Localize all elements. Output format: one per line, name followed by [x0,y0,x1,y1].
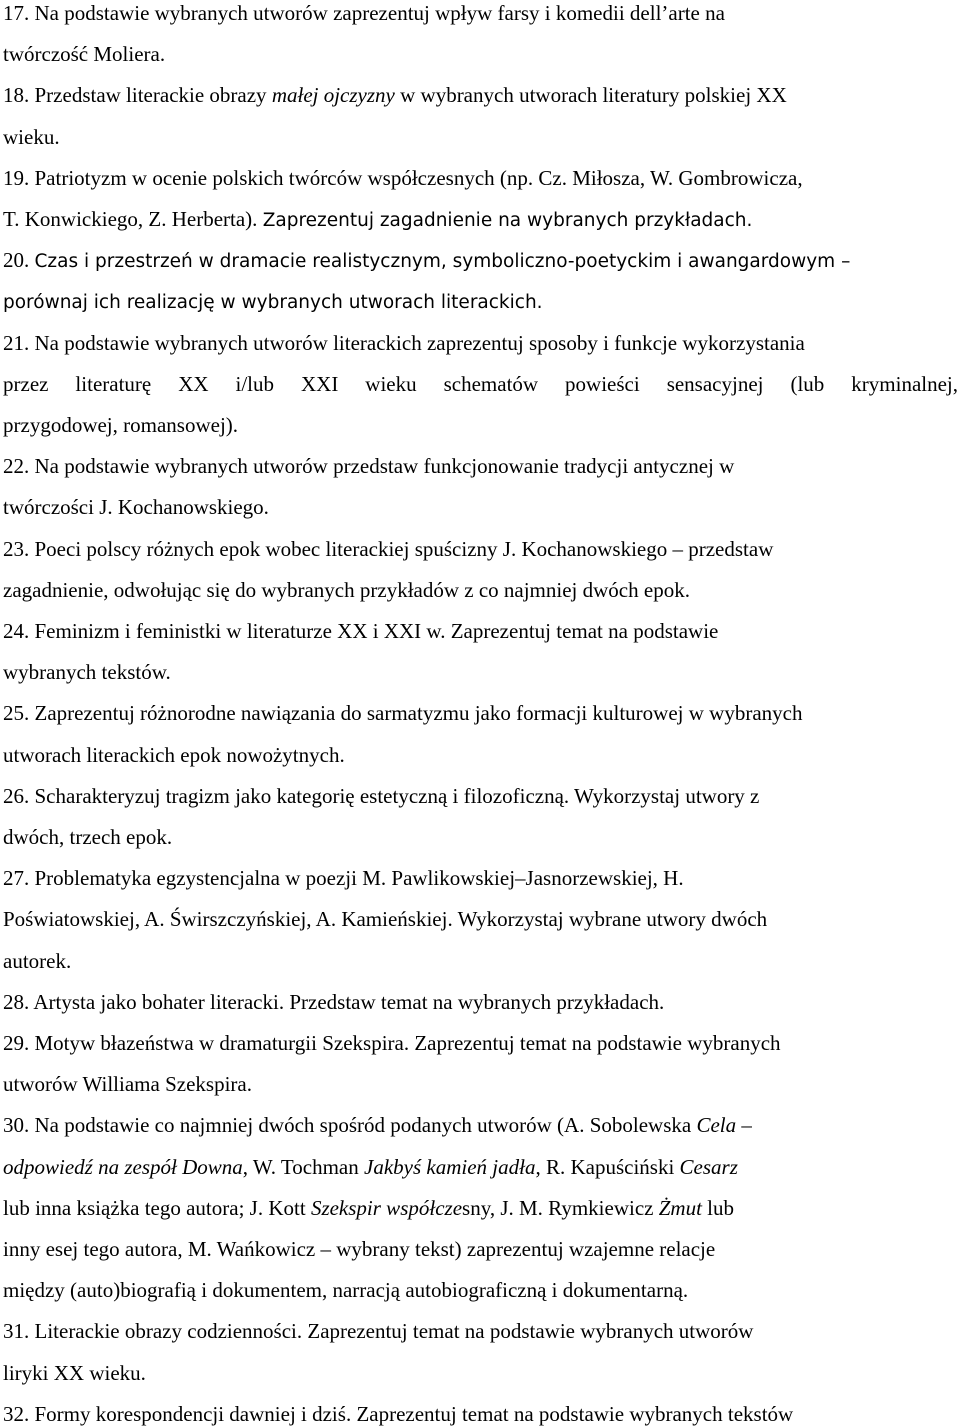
topic-text: przez literaturę XX i/lub XXI wieku schematów powieści sensacyjnej (lub kryminalnej, [3,371,958,396]
topic-line [3,413,238,437]
topic-line [3,125,60,149]
topic-line [3,743,345,767]
topic-line [3,619,718,643]
topic-text: , W. Tochman [242,1154,364,1179]
italic-title-text: Szekspir współcze [310,1195,463,1220]
topic-text: 19. Patriotyzm w ocenie polskich twórców współczesnych (np. Cz. Miłosza, W. Gombrowicza, [3,165,803,190]
topic-text: twórczości J. Kochanowskiego. [3,495,269,520]
topic-line [3,784,759,808]
topic-line [3,289,543,315]
topic-text: Poświatowskiej, A. Świrszczyńskiej, A. Kamieńskiej. Wykorzystaj wybrane utwory dwóch [3,907,768,932]
topic-line [3,454,734,478]
italic-title-text: odpowiedź na zespół Downa [3,1154,243,1179]
topic-line [3,166,803,190]
topic-text: przygodowej, romansowej). [3,413,239,437]
italic-title-text: Jakbyś kamień jadła [364,1154,536,1179]
topic-line [3,1155,738,1179]
topic-line [3,866,684,890]
topic-text: inny esej tego autora, M. Wańkowicz – wybrany tekst) zaprezentuj wzajemne relacje [3,1237,716,1261]
topic-line [3,1237,715,1261]
topic-text: T. Konwickiego, Z. Herberta). [3,207,263,231]
topic-text: sny, J. M. Rymkiewicz [462,1195,659,1220]
topic-line [3,907,767,931]
topic-text: między (auto)biografią i dokumentem, narracją autobiograficzną i dokumentarną. [3,1278,689,1303]
topic-text: 24. Feminizm i feministki w literaturze XX i XXI w. Zaprezentuj temat na podstawie [3,619,719,643]
topic-text: twórczość Moliera. [3,42,166,67]
italic-title-text: małej ojczyzny [271,83,395,108]
topic-line [3,1278,688,1302]
topic-text: , R. Kapuściński [535,1154,680,1179]
topic-line [3,1319,753,1343]
topic-line [3,1196,734,1220]
topic-text: 18. Przedstaw literackie obrazy [3,83,272,108]
topic-text: porównaj ich realizację w wybranych utworach literackich. [3,292,543,314]
topic-line [3,248,850,274]
topic-text: utworów Williama Szekspira. [3,1072,252,1097]
topic-text: dwóch, trzech epok. [3,825,173,849]
topic-text: 26. Scharakteryzuj tragizm jako kategorię estetyczną i filozoficzną. Wykorzystaj utwory z [3,783,760,808]
topic-text: zagadnienie, odwołując się do wybranych przykładów z co najmniej dwóch epok. [3,577,690,602]
topic-text: 32. Formy korespondencji dawniej i dziś. Zaprezentuj temat na podstawie wybranych tekstów [3,1401,794,1426]
topic-text: Zaprezentuj zagadnienie na wybranych przykładach. [262,210,753,231]
topic-text: wieku. [3,124,60,149]
topic-line [3,331,805,355]
topic-text: 28. Artysta jako bohater literacki. Przedstaw temat na wybranych przykładach. [3,989,665,1014]
topic-line [3,949,71,973]
italic-title-text: Żmut [658,1195,702,1220]
topic-text: 20. [3,248,35,273]
topic-line [3,660,171,684]
topic-text: utworach literackich epok nowożytnych. [3,742,345,767]
italic-title-text: Cela – [696,1113,752,1138]
topic-line [3,207,752,233]
topic-text: 30. Na podstawie co najmniej dwóch spośród podanych utworów (A. Sobolewska [3,1113,697,1138]
topic-line [3,990,664,1014]
topic-text: 22. Na podstawie wybranych utworów przedstaw funkcjonowanie tradycji antycznej w [3,454,735,479]
topic-text: 17. Na podstawie wybranych utworów zaprezentuj wpływ farsy i komedii dell’arte na [3,1,725,25]
topic-text: lub [701,1195,734,1220]
topic-line [3,701,802,725]
topic-text: autorek. [3,948,72,973]
topic-line [3,42,165,66]
topic-text: 27. Problematyka egzystencjalna w poezji M. Pawlikowskiej–Jasnorzewskiej, H. [3,866,684,891]
topic-line [3,1,725,25]
italic-title-text: Cesarz [679,1154,738,1179]
topic-text: 21. Na podstawie wybranych utworów literackich zaprezentuj sposoby i funkcje wykorzystania [3,330,805,355]
topic-line [3,372,958,396]
topic-text: w wybranych utworach literatury polskiej XX [394,83,787,108]
topic-line [3,495,269,519]
topic-line [3,578,690,602]
topic-line [3,1031,781,1055]
topic-text: 23. Poeci polscy różnych epok wobec literackiej spuścizny J. Kochanowskiego – przedstaw [3,536,774,561]
topic-line [3,1402,793,1426]
topic-line [3,537,773,561]
topic-line [3,1072,252,1096]
topic-line [3,825,172,849]
topic-text: 25. Zaprezentuj różnorodne nawiązania do sarmatyzmu jako formacji kulturowej w wybranych [3,701,803,726]
topic-text: Czas i przestrzeń w dramacie realistycznym, symboliczno-poetyckim i awangardowym – [34,251,851,273]
topic-line [3,1361,146,1385]
topic-line [3,83,787,107]
topic-text: wybranych tekstów. [3,660,171,685]
topic-text: 31. Literackie obrazy codzienności. Zaprezentuj temat na podstawie wybranych utworów [3,1319,754,1344]
topic-text: lub inna książka tego autora; J. Kott [3,1195,311,1220]
topic-line [3,1113,752,1137]
topic-text: 29. Motyw błazeństwa w dramaturgii Szekspira. Zaprezentuj temat na podstawie wybranych [3,1031,781,1055]
topic-text: liryki XX wieku. [3,1360,146,1385]
